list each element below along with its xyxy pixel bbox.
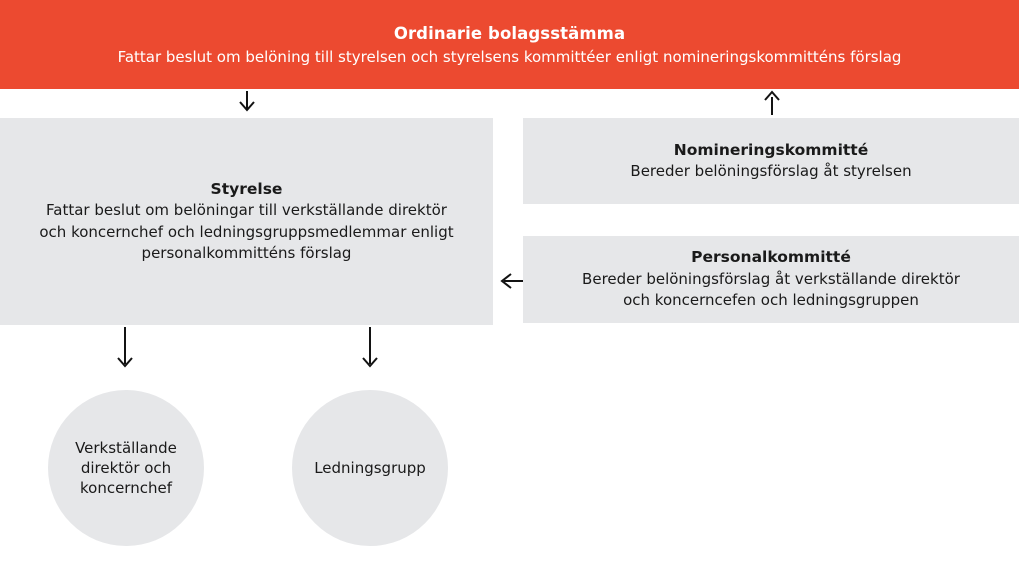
arrow-styrelse-to-ledningsgrupp-icon: [363, 327, 377, 366]
nomineringskommitte-box: [523, 118, 1019, 204]
verkstallande-direktor-label: Verkställande direktör och koncernchef: [75, 439, 177, 497]
nomineringskommitte-description: Bereder belöningsförslag åt styrelsen: [630, 162, 912, 180]
styrelse-description: Fattar beslut om belöningar till verkställande direktör och koncernchef och ledningsgruppsmedlemmar enligt personalkommitténs förslag: [39, 201, 454, 262]
personalkommitte-title: Personalkommitté: [691, 248, 851, 267]
arrow-bolagsstamma-to-styrelse-icon: [240, 91, 254, 110]
ordinarie-bolagsstamma-box: [0, 0, 1019, 89]
personalkommitte-description: Bereder belöningsförslag åt verkställande direktör och koncerncefen och ledningsgruppen: [582, 269, 960, 310]
nomineringskommitte-title: Nomineringskommitté: [673, 140, 869, 159]
styrelse-box: [0, 118, 493, 325]
personalkommitte-box: [523, 236, 1019, 323]
ledningsgrupp-label: Ledningsgrupp: [314, 459, 426, 477]
arrow-nominering-to-bolagsstamma-icon: [765, 92, 779, 115]
verkstallande-direktor-circle: [48, 390, 204, 546]
styrelse-title: Styrelse: [210, 179, 283, 198]
arrow-styrelse-to-vd-icon: [118, 327, 132, 366]
ledningsgrupp-circle: [292, 390, 448, 546]
ordinarie-bolagsstamma-description: Fattar beslut om belöning till styrelsen och styrelsens kommittéer enligt nomineringskommitténs förslag: [117, 47, 902, 66]
ordinarie-bolagsstamma-title: Ordinarie bolagsstämma: [393, 23, 626, 43]
